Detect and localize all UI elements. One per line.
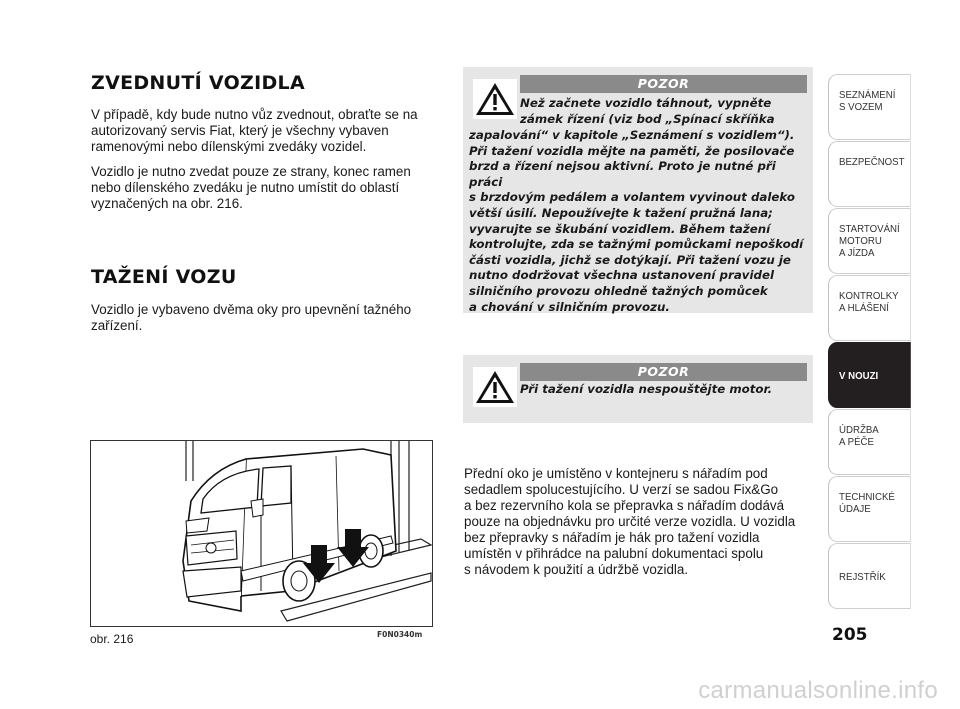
warning-box-engine: [463, 355, 813, 423]
tab-startovani-motoru[interactable]: STARTOVÁNÍ MOTORU A JÍZDA: [828, 208, 911, 274]
page-number: 205: [832, 625, 868, 645]
down-arrow-icon: [336, 529, 370, 569]
figure-van-lift-points: [90, 440, 433, 627]
warning-text-engine: Při tažení vozidla nespouštějte motor.: [520, 382, 773, 396]
warning-box-towing: [463, 67, 813, 313]
tab-seznameni-s-vozem[interactable]: SEZNÁMENÍ S VOZEM: [828, 74, 911, 140]
warning-triangle-icon: [473, 367, 517, 407]
tab-technicke-udaje[interactable]: TECHNICKÉ ÚDAJE: [828, 476, 911, 542]
section-heading-lifting: ZVEDNUTÍ VOZIDLA: [91, 72, 305, 94]
paragraph-lifting-1: V případě, kdy bude nutno vůz zvednout, obraťte se na autorizovaný servis Fiat, který je všechny vybaven ramenovými nebo dílenskými zvedáky vozidel.: [91, 107, 418, 154]
down-arrow-icon: [302, 545, 336, 585]
section-heading-towing: TAŽENÍ VOZU: [91, 266, 237, 288]
tab-udrzba[interactable]: ÚDRŽBA A PÉČE: [828, 409, 911, 475]
figure-code: F0N0340m: [377, 630, 423, 639]
van-illustration: [91, 441, 433, 627]
figure-label: obr. 216: [90, 632, 134, 646]
tab-bezpecnost[interactable]: BEZPEČNOST: [828, 141, 911, 207]
tab-v-nouzi[interactable]: V NOUZI: [828, 342, 911, 408]
warning-text-body: zapalování“ v kapitole „Seznámení s vozidlem“). Při tažení vozidla mějte na paměti, že posilovače brzd a řízení nejsou aktivní. Proto je nutné při práci s brzdovým pedálem a volantem vyvinout daleko větší úsilí. Nepoužívejte k tažení pružná lana; vyvarujte se škubání vozidlem. Během tažení kontrolujte, zda se tažnými pomůckami nepoškodí části vozidla, jichž se dotýkají. Při tažení vozu je nutno dodržovat všechna ustanovení pravidel silničního provozu ohledně tažných pomůcek a chování v silničním provozu.: [469, 128, 804, 314]
paragraph-towing: Vozidlo je vybaveno dvěma oky pro upevnění tažného zařízení.: [91, 302, 412, 333]
warning-title-bar: POZOR: [520, 75, 807, 93]
tab-rejstrik[interactable]: REJSTŘÍK: [828, 543, 911, 609]
paragraph-lifting-2: Vozidlo je nutno zvedat pouze ze strany, konec ramen nebo dílenského zvedáku je nutno umístit do oblastí vyznačených na obr. 216.: [91, 164, 411, 211]
paragraph-tow-eye: Přední oko je umístěno v kontejneru s nářadím pod sedadlem spolucestujícího. U verzí se sadou Fix&Go a bez rezervního kola se přepravka s nářadím dodává pouze na objednávku pro určité verze vozidla. U vozidla bez přepravky s nářadím je hák pro tažení vozidla umístěn v přihrádce na palubní dokumentaci spolu s návodem k použití a údržbě vozidla.: [464, 466, 796, 577]
warning-text-lead: Než začnete vozidlo táhnout, vypněte zámek řízení (viz bod „Spínací skříňka: [520, 96, 775, 126]
warning-triangle-icon: [473, 79, 517, 119]
watermark: carmanualsonline.info: [698, 677, 938, 704]
warning-title-bar: POZOR: [520, 363, 807, 381]
tab-kontrolky[interactable]: KONTROLKY A HLÁŠENÍ: [828, 275, 911, 341]
